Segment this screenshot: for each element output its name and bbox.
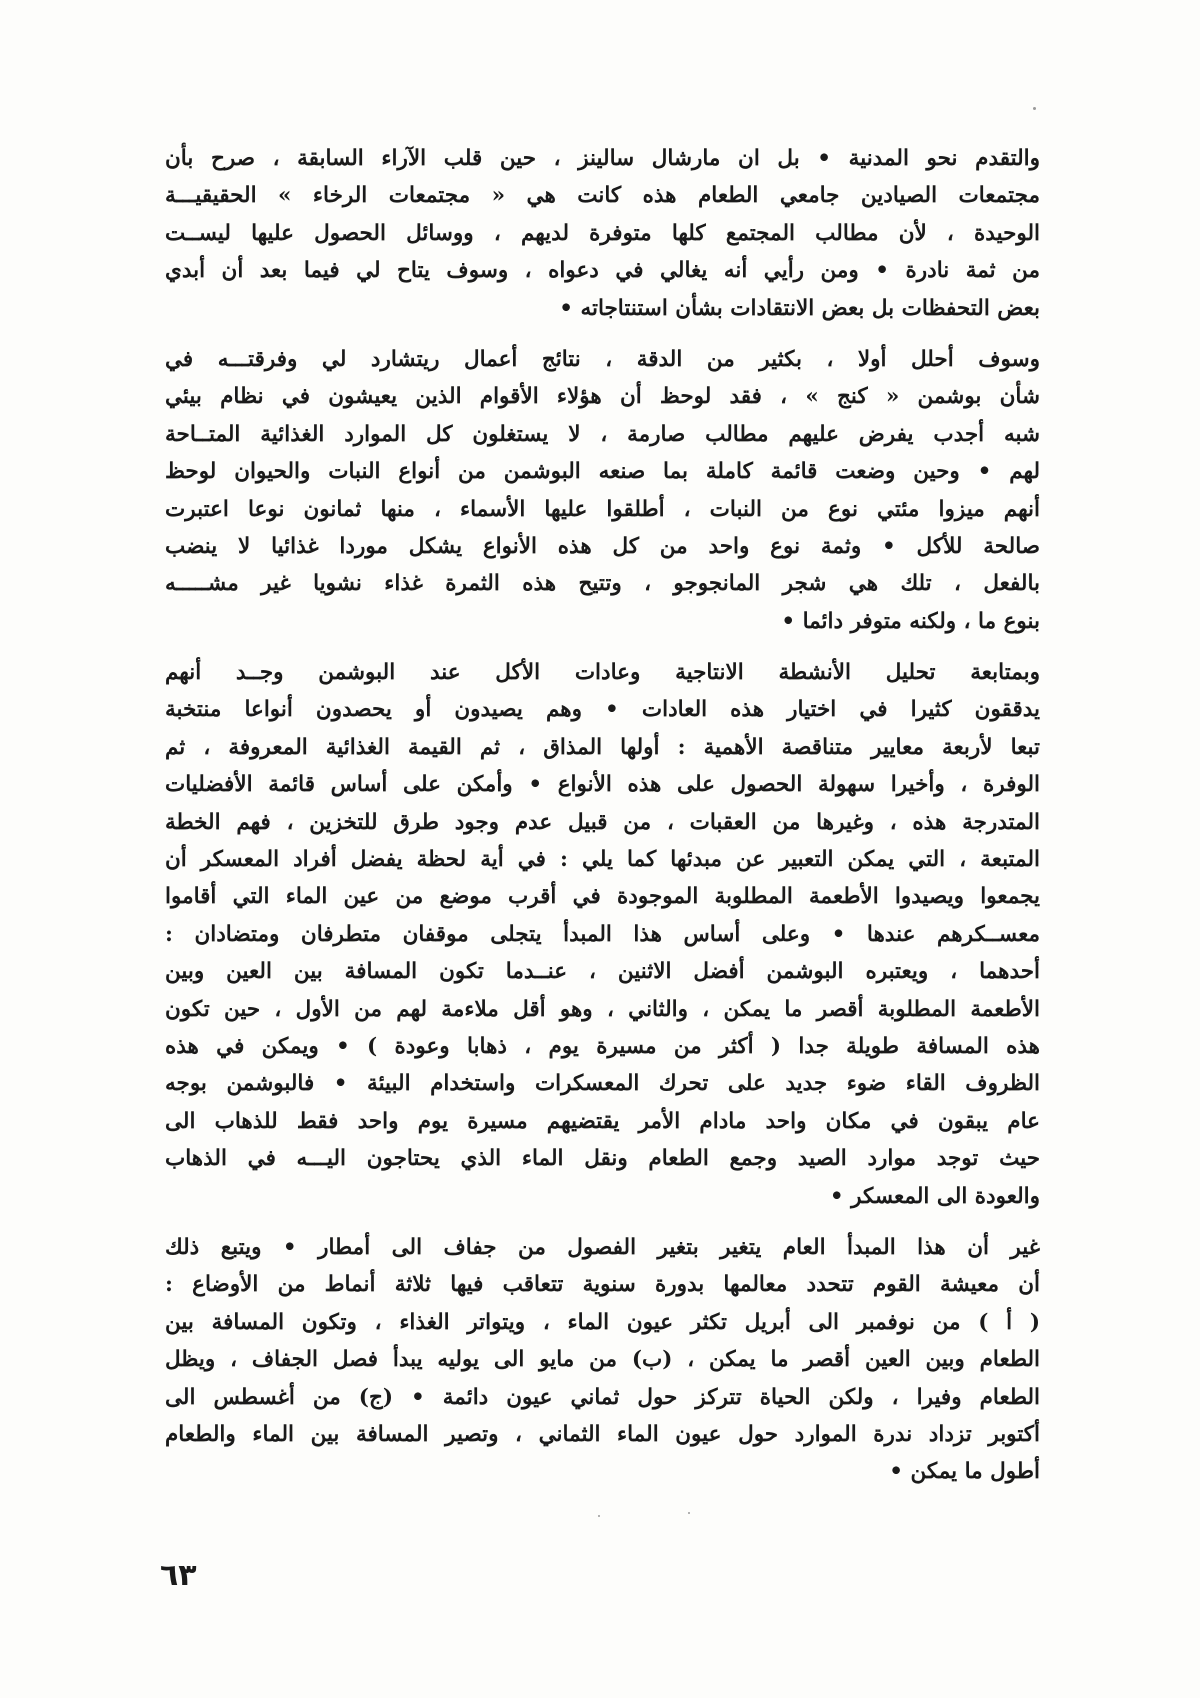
text-line: شبه أجدب يفرض عليهم مطالب صارمة ، لا يستغلون كل الموارد الغذائية المتــاحة [165, 421, 1040, 447]
text-line: الوحيدة ، لأن مطالب المجتمع كلها متوفرة لديهم ، ووسائل الحصول عليها ليســت [165, 220, 1040, 246]
text-line: الطعام وبين العين أقصر ما يمكن ، (ب) من مايو الى يوليه يبدأ فصل الجفاف ، ويظل [165, 1347, 1040, 1373]
paragraph [165, 140, 1040, 327]
text-line: معســكرهم عندها • وعلى أساس هذا المبدأ يتجلى موقفان متطرفان ومتضادان : [165, 921, 1040, 947]
text-line: الأطعمة المطلوبة أقصر ما يمكن ، والثاني ، وهو أقل ملاءمة لهم من الأول ، حين تكون [165, 996, 1040, 1022]
text-line: أطول ما يمكن • [889, 1459, 1040, 1485]
scan-speck [1033, 107, 1036, 110]
text-line: وبمتابعة تحليل الأنشطة الانتاجية وعادات الأكل عند البوشمن وجــد أنهم [165, 660, 1040, 686]
text-line: الطعام وفيرا ، ولكن الحياة تتركز حول ثماني عيون دائمة • (ج) من أغسطس الى [165, 1384, 1040, 1410]
paragraph [165, 341, 1040, 640]
page-number: ٦٣ [160, 1558, 197, 1593]
scan-speck [688, 1512, 690, 1514]
body-text [165, 140, 1040, 1491]
text-line: أكتوبر تزداد ندرة الموارد حول عيون الماء الثماني ، وتصير المسافة بين الماء والطعام [165, 1421, 1040, 1447]
text-line: يجمعوا ويصيدوا الأطعمة المطلوبة الموجودة في أقرب موضع من عين الماء التي أقاموا [165, 884, 1040, 910]
text-line: حيث توجد موارد الصيد وجمع الطعام ونقل الماء الذي يحتاجون اليـــه في الذهاب [165, 1146, 1040, 1172]
text-line: أنهم ميزوا مئتي نوع من النبات ، أطلقوا عليها الأسماء ، منها ثمانون نوعا اعتبرت [165, 496, 1040, 522]
text-line: الظروف القاء ضوء جديد على تحرك المعسكرات واستخدام البيئة • فالبوشمن بوجه [165, 1071, 1040, 1097]
text-line: والتقدم نحو المدنية • بل ان مارشال سالينز ، حين قلب الآراء السابقة ، صرح بأن [165, 146, 1040, 171]
text-line: المتدرجة هذه ، وغيرها من العقبات ، من قبيل عدم وجود طرق للتخزين ، فهم الخطة [165, 809, 1040, 835]
text-line: وسوف أحلل أولا ، بكثير من الدقة ، نتائج أعمال ريتشارد لي وفرقتـــه في [165, 346, 1040, 372]
text-line: والعودة الى المعسكر • [829, 1183, 1040, 1209]
paragraph-gap [165, 327, 1040, 341]
text-line: صالحة للأكل • وثمة نوع واحد من كل هذه الأنواع يشكل موردا غذائيا لا ينضب [165, 533, 1040, 559]
text-line: أحدهما ، ويعتبره البوشمن أفضل الاثنين ، عنــدما تكون المسافة بين العين وبين [165, 959, 1040, 985]
text-line: لهم • وحين وضعت قائمة كاملة بما صنعه البوشمن من أنواع النبات والحيوان لوحظ [165, 459, 1040, 485]
text-line: الوفرة ، وأخيرا سهولة الحصول على هذه الأنواع • وأمكن على أساس قائمة الأفضليات [165, 772, 1040, 798]
text-line: غير أن هذا المبدأ العام يتغير بتغير الفصول من جفاف الى أمطار • ويتبع ذلك [165, 1234, 1040, 1260]
text-line: عام يبقون في مكان واحد مادام الأمر يقتضيهم مسيرة يوم واحد فقط للذهاب الى [165, 1108, 1040, 1134]
text-line: ( أ ) من نوفمبر الى أبريل تكثر عيون الماء ، ويتواتر الغذاء ، وتكون المسافة بين [165, 1309, 1040, 1335]
text-line: أن معيشة القوم تتحدد معالمها بدورة سنوية تتعاقب فيها ثلاثة أنماط من الأوضاع : [165, 1272, 1040, 1298]
paragraph-gap [165, 1215, 1040, 1229]
scan-speck [598, 1515, 600, 1517]
text-line: هذه المسافة طويلة جدا ( أكثر من مسيرة يوم ، ذهابا وعودة ) • ويمكن في هذه [165, 1033, 1040, 1059]
text-line: شأن بوشمن « كنج » ، فقد لوحظ أن هؤلاء الأقوام الذين يعيشون في نظام بيئي [165, 384, 1040, 410]
paragraph [165, 654, 1040, 1215]
paragraph-gap [165, 640, 1040, 654]
text-line: بنوع ما ، ولكنه متوفر دائما • [781, 608, 1040, 634]
text-line: من ثمة نادرة • ومن رأيي أنه يغالي في دعواه ، وسوف يتاح لي فيما بعد أن أبدي [165, 258, 1040, 284]
text-line: مجتمعات الصيادين جامعي الطعام هذه كانت هي « مجتمعات الرخاء » الحقيقيـــة [165, 183, 1040, 209]
text-line: المتبعة ، التي يمكن التعبير عن مبدئها كما يلي : في أية لحظة يفضل أفراد المعسكر أن [165, 847, 1040, 873]
text-line: بالفعل ، تلك هي شجر المانجوجو ، وتتيح هذه الثمرة غذاء نشويا غير مشـــــه [165, 571, 1040, 597]
text-line: بعض التحفظات بل بعض الانتقادات بشأن استنتاجاته • [559, 295, 1040, 321]
paragraph [165, 1229, 1040, 1491]
text-line: تبعا لأربعة معايير متناقصة الأهمية : أولها المذاق ، ثم القيمة الغذائية المعروفة ، ثم [165, 734, 1040, 760]
text-line: يدققون كثيرا في اختيار هذه العادات • وهم يصيدون أو يحصدون أنواعا منتخبة [165, 697, 1040, 723]
